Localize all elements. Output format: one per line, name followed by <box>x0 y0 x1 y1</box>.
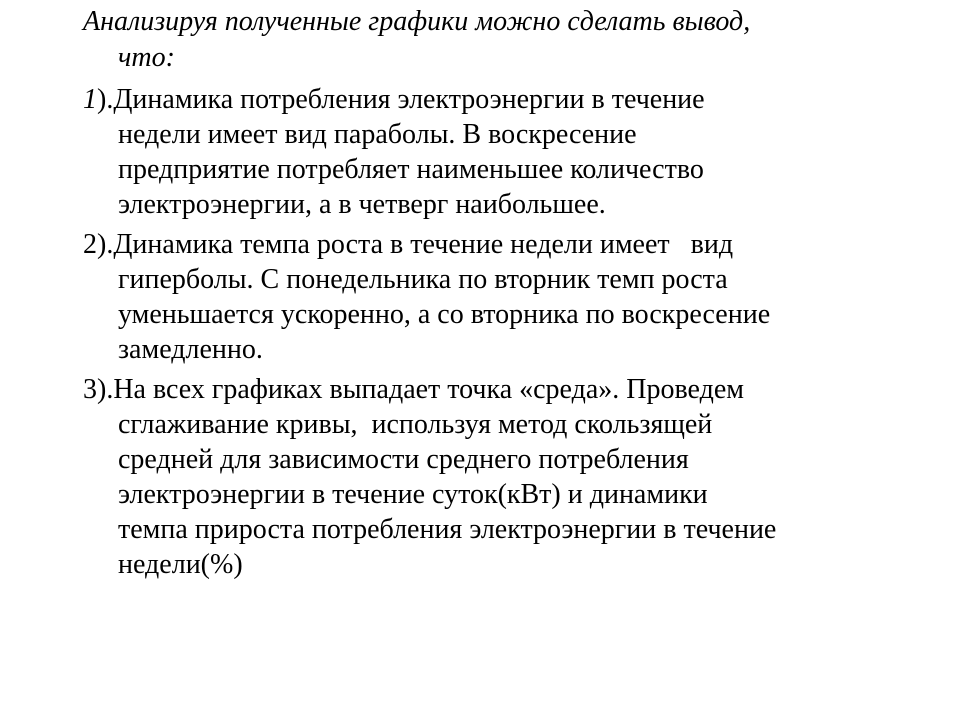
item-line: уменьшается ускоренно, а со вторника по воскресение <box>118 299 771 330</box>
list-item-1-first-line <box>83 83 705 117</box>
item-line: темпа прироста потребления электроэнергии в течение <box>118 514 777 545</box>
item-line: предприятие потребляет наименьшее количество <box>118 154 704 185</box>
item-number: 2). <box>83 229 114 260</box>
intro-line: что: <box>118 42 175 73</box>
list-item-2-first-line <box>83 228 733 262</box>
item-text: Динамика потребления электроэнергии в течение <box>113 84 705 115</box>
item-line: сглаживание кривы, используя метод скользящей <box>118 409 713 440</box>
item-number: 3). <box>83 374 114 405</box>
item-line: электроэнергии в течение суток(кВт) и динамики <box>118 479 708 510</box>
item-line: замедленно. <box>118 334 263 365</box>
list-item-3-first-line <box>83 373 744 407</box>
item-text: На всех графиках выпадает точка «среда». Проведем <box>113 374 745 405</box>
item-line: электроэнергии, а в четверг наибольшее. <box>118 189 606 220</box>
item-line: недели(%) <box>118 549 243 580</box>
item-line: недели имеет вид параболы. В воскресение <box>118 119 637 150</box>
item-number-suffix: ). <box>97 84 114 115</box>
item-number-digit: 1 <box>83 84 97 115</box>
item-line: средней для зависимости среднего потребления <box>118 444 689 475</box>
item-text: Динамика темпа роста в течение недели имеет вид <box>113 229 734 260</box>
intro-line: Анализируя полученные графики можно сделать вывод, <box>83 6 751 37</box>
item-line: гиперболы. С понедельника по вторник темп роста <box>118 264 728 295</box>
